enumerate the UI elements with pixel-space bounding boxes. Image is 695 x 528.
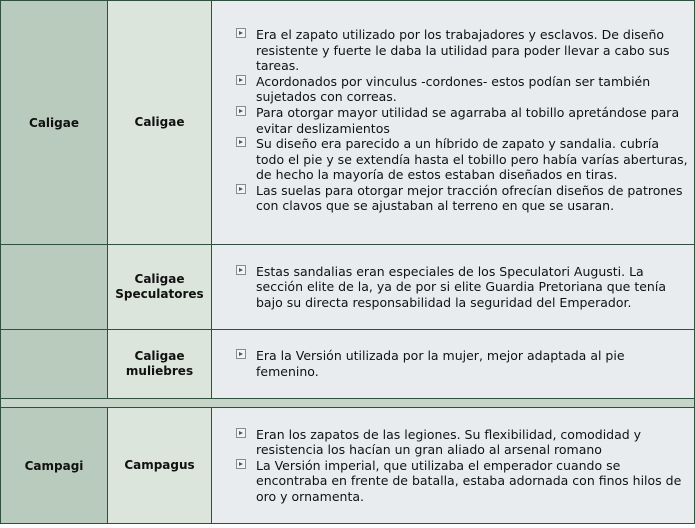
list-item [236,27,688,74]
list-item [236,74,688,105]
list-item [236,136,688,183]
group-cell: Caligae [1,1,108,245]
item-text: La Versión imperial, que utilizaba el emperador cuando se encontraba en frente de batalla, estaba adornada con finos hilos de oro y ornamenta. [256,457,682,504]
description-cell [212,245,695,330]
arrow-bullet-icon [236,459,246,469]
arrow-bullet-icon [236,184,246,194]
list-item [236,264,688,311]
item-text: Eran los zapatos de las legiones. Su flexibilidad, comodidad y resistencia los hacían un gran aliado al arsenal romano [256,426,642,458]
item-text: Para otorgar mayor utilidad se agarraba al tobillo apretándose para evitar deslizamientos [256,104,680,136]
description-list [236,27,688,214]
separator-cell [1,399,695,408]
table-row [1,245,695,330]
arrow-bullet-icon [236,106,246,116]
item-text: Su diseño era parecido a un híbrido de zapato y sandalia. cubría todo el pie y se extendía hasta el tobillo pero había varías aberturas, de hecho la mayoría de estos estaban diseñados en tiras. [256,136,688,183]
arrow-bullet-icon [236,137,246,147]
group-cell: Campagi [1,408,108,524]
table-row [1,330,695,399]
item-text: Acordonados por vinculus -cordones- estos podían ser también sujetados con correas. [256,73,651,105]
type-cell: Campagus [108,408,212,524]
item-text: Las suelas para otorgar mejor tracción ofrecían diseños de patrones con clavos que se ajustaban al terreno en que se usaran. [256,182,683,214]
arrow-bullet-icon [236,75,246,85]
item-text: Era la Versión utilizada por la mujer, mejor adaptada al pie femenino. [256,348,625,379]
description-list [236,427,688,505]
list-item [236,105,688,136]
separator-row [1,399,695,408]
table-row [1,1,695,245]
description-list [236,348,688,379]
description-cell [212,408,695,524]
description-cell [212,1,695,245]
arrow-bullet-icon [236,428,246,438]
list-item [236,458,688,505]
arrow-bullet-icon [236,265,246,275]
list-item [236,348,688,379]
item-text: Era el zapato utilizado por los trabajadores y esclavos. De diseño resistente y fuerte le daba la utilidad para poder llevar a cabo sus tareas. [256,26,670,74]
item-text: Estas sandalias eran especiales de los Speculatori Augusti. La sección elite de la, ya de por si elite Guardia Pretoriana que tenía bajo su directa responsabilidad la seguridad del Emperador. [256,263,666,310]
type-cell: Caligae [108,1,212,245]
list-item [236,427,688,458]
description-cell [212,330,695,399]
group-cell [1,245,108,330]
type-cell: Caligae Speculatores [108,245,212,330]
list-item [236,183,688,214]
table-row [1,408,695,524]
type-cell: Caligae muliebres [108,330,212,399]
arrow-bullet-icon [236,28,246,38]
arrow-bullet-icon [236,349,246,359]
group-cell [1,330,108,399]
description-list [236,264,688,311]
